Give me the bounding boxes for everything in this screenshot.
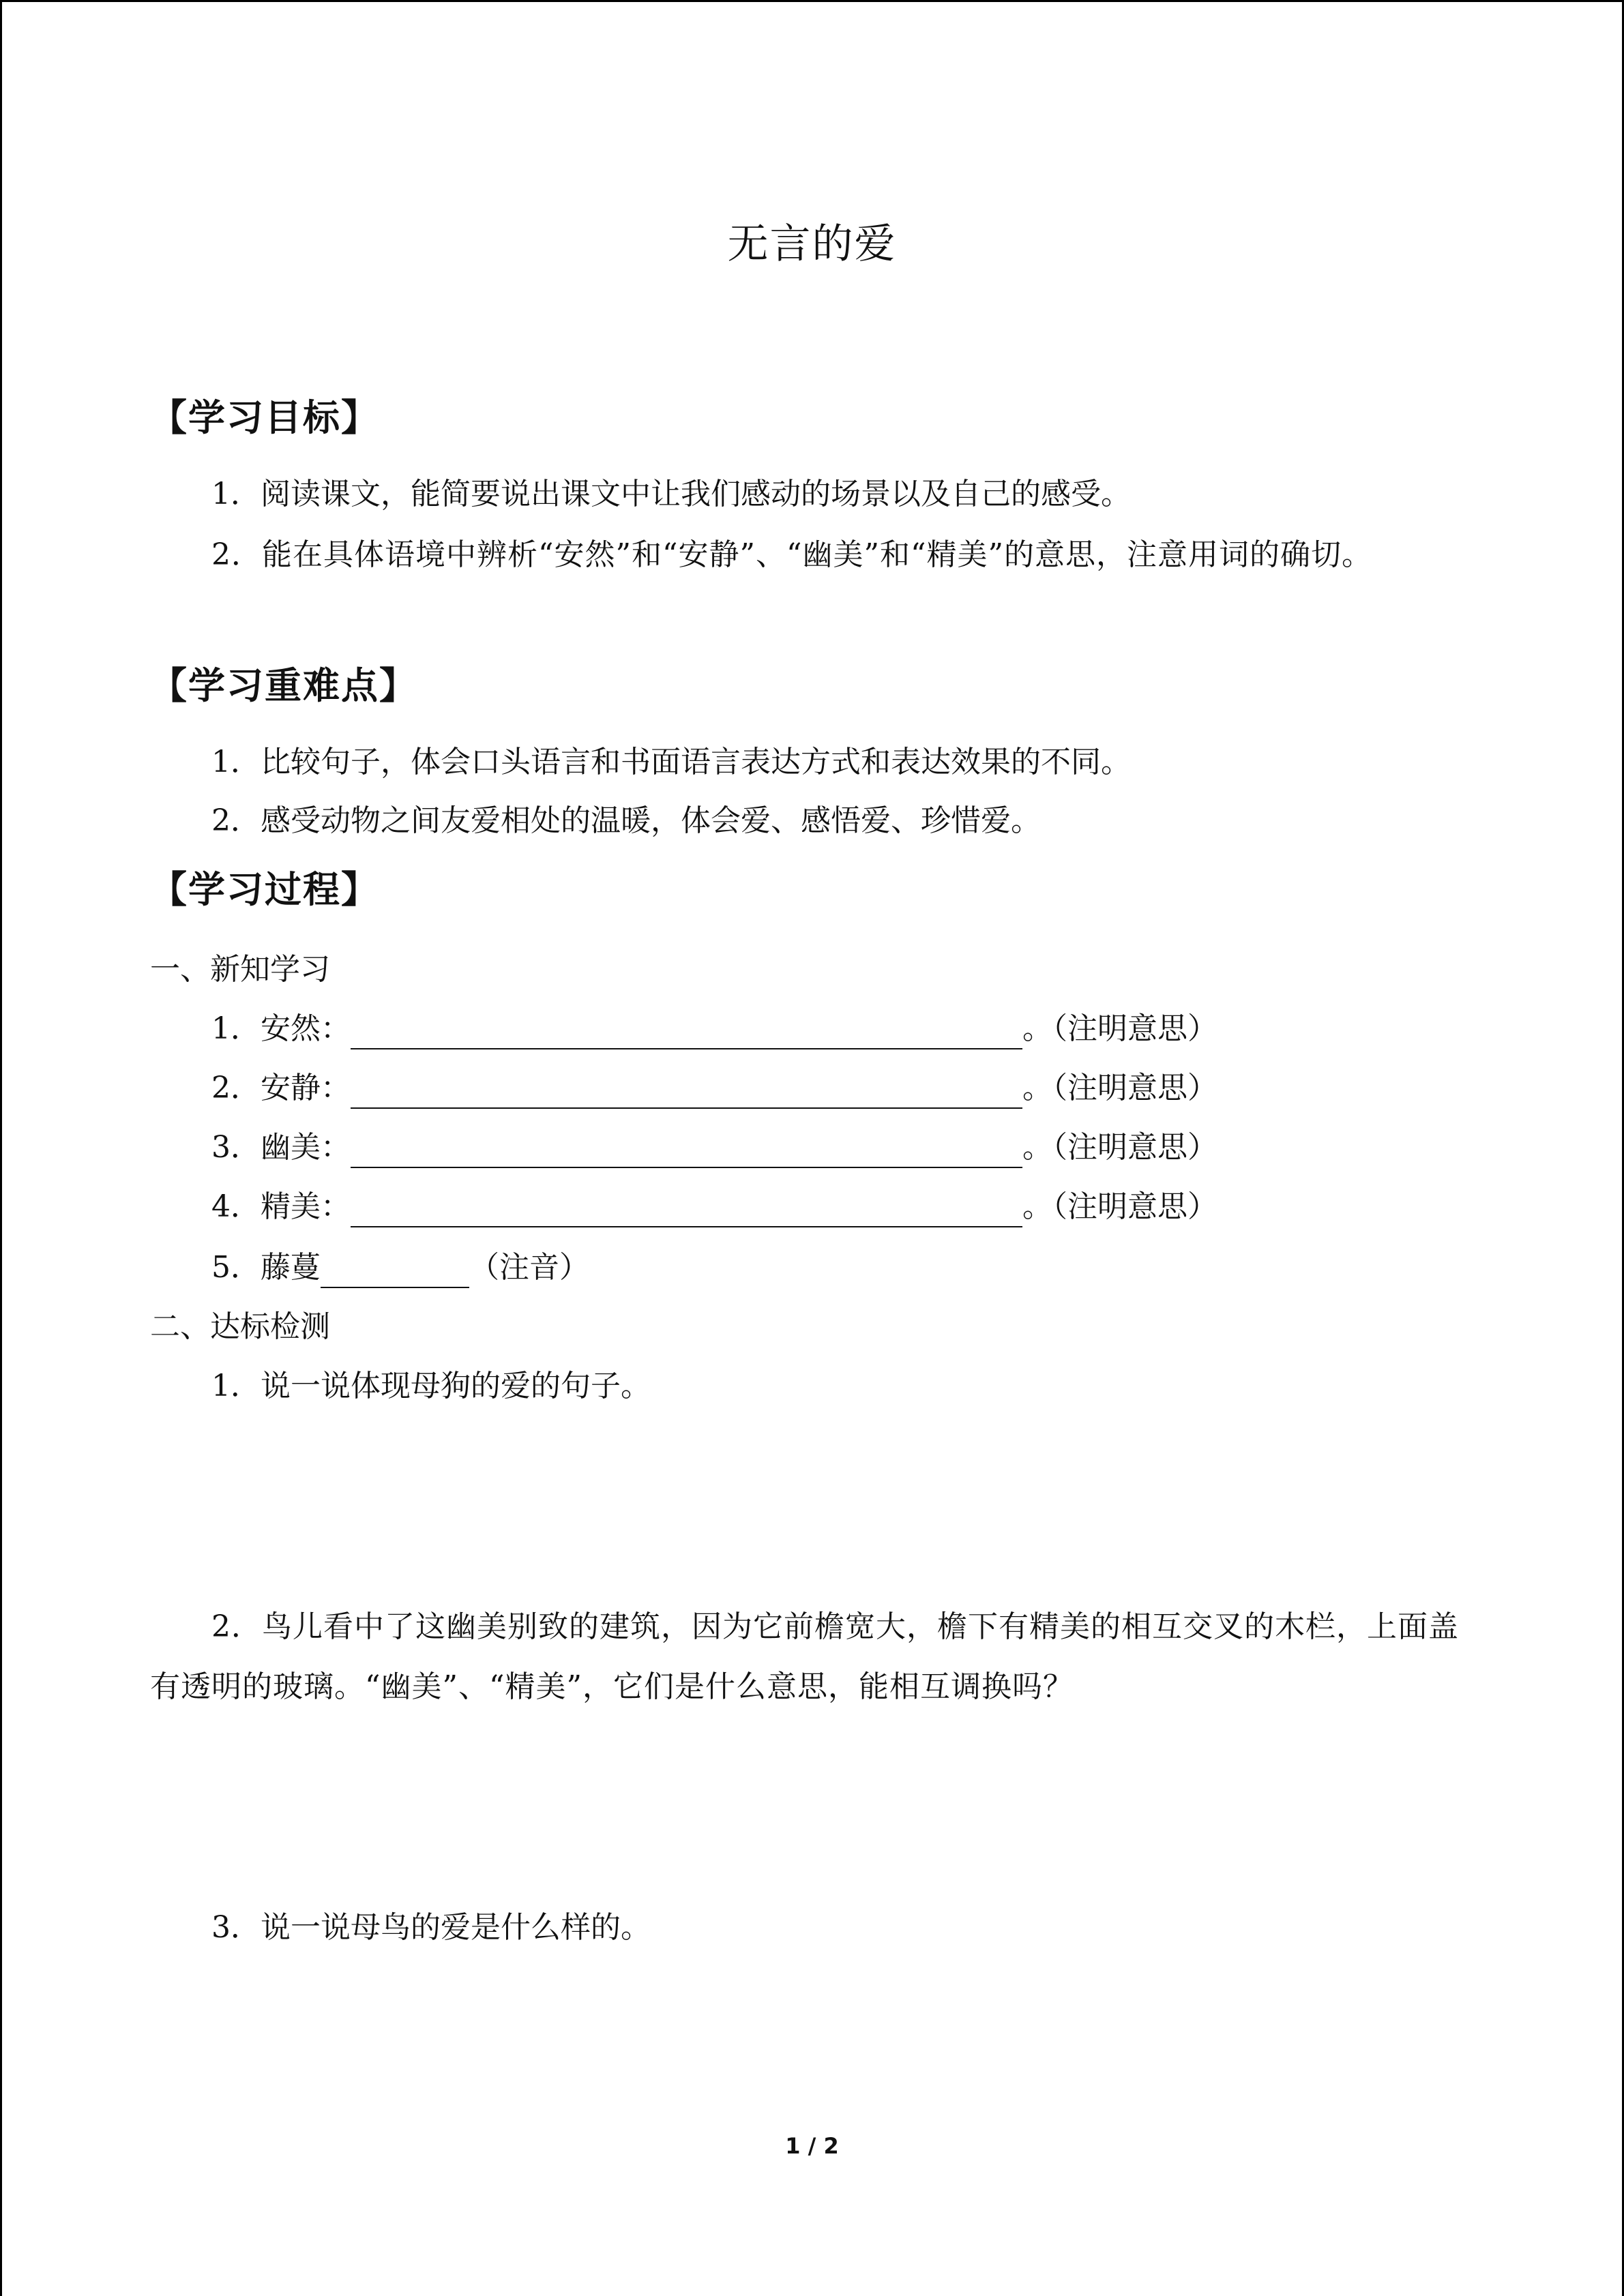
vocab-label: 3．幽美： (211, 1130, 351, 1165)
page-title: 无言的爱 (727, 220, 897, 268)
vocab-suffix: 。（注明意思） (1022, 1189, 1217, 1224)
question-1: 1．说一说体现母狗的爱的句子。 (211, 1369, 651, 1403)
heading-objectives: 【学习目标】 (150, 396, 379, 439)
answer-blank[interactable] (351, 1135, 1022, 1168)
vocab-item-anran (211, 1009, 1217, 1049)
page-number: 1 / 2 (785, 2133, 839, 2159)
vocab-label: 5．藤蔓 (211, 1250, 321, 1285)
keypoint-2: 2．感受动物之间友爱相处的温暖，体会爱、感悟爱、珍惜爱。 (211, 803, 1041, 838)
answer-blank[interactable] (351, 1076, 1022, 1109)
vocab-item-jingmei (211, 1187, 1217, 1227)
question-2: 2．鸟儿看中了这幽美别致的建筑，因为它前檐宽大，檐下有精美的相互交叉的木栏，上面盖有透明的玻璃。“幽美”、“精美”，它们是什么意思，能相互调换吗？ (150, 1609, 1459, 1704)
vocab-suffix: 。（注明意思） (1022, 1130, 1217, 1165)
question-3: 3．说一说母鸟的爱是什么样的。 (211, 1910, 651, 1945)
answer-blank[interactable] (351, 1017, 1022, 1049)
objective-1: 1．阅读课文，能简要说出课文中让我们感动的场景以及自己的感受。 (211, 477, 1131, 511)
answer-blank[interactable] (351, 1195, 1022, 1227)
page-border-left (0, 0, 2, 2296)
page-border-top (0, 0, 1624, 2)
vocab-suffix: （注音） (469, 1250, 589, 1285)
vocab-label: 4．精美： (211, 1189, 351, 1224)
section-new-knowledge: 一、新知学习 (150, 952, 330, 987)
vocab-item-anjing (211, 1068, 1217, 1109)
vocab-label: 2．安静： (211, 1071, 351, 1105)
vocab-item-tengman (211, 1247, 589, 1288)
heading-process: 【学习过程】 (150, 868, 379, 911)
answer-blank[interactable] (321, 1255, 469, 1288)
vocab-suffix: 。（注明意思） (1022, 1011, 1217, 1046)
section-assessment: 二、达标检测 (150, 1309, 330, 1344)
vocab-label: 1．安然： (211, 1011, 351, 1046)
objective-2: 2．能在具体语境中辨析“安然”和“安静”、“幽美”和“精美”的意思，注意用词的确切。 (211, 537, 1372, 572)
vocab-item-youmei (211, 1127, 1217, 1168)
heading-keypoints: 【学习重难点】 (150, 664, 417, 707)
keypoint-1: 1．比较句子，体会口头语言和书面语言表达方式和表达效果的不同。 (211, 745, 1131, 779)
vocab-suffix: 。（注明意思） (1022, 1071, 1217, 1105)
